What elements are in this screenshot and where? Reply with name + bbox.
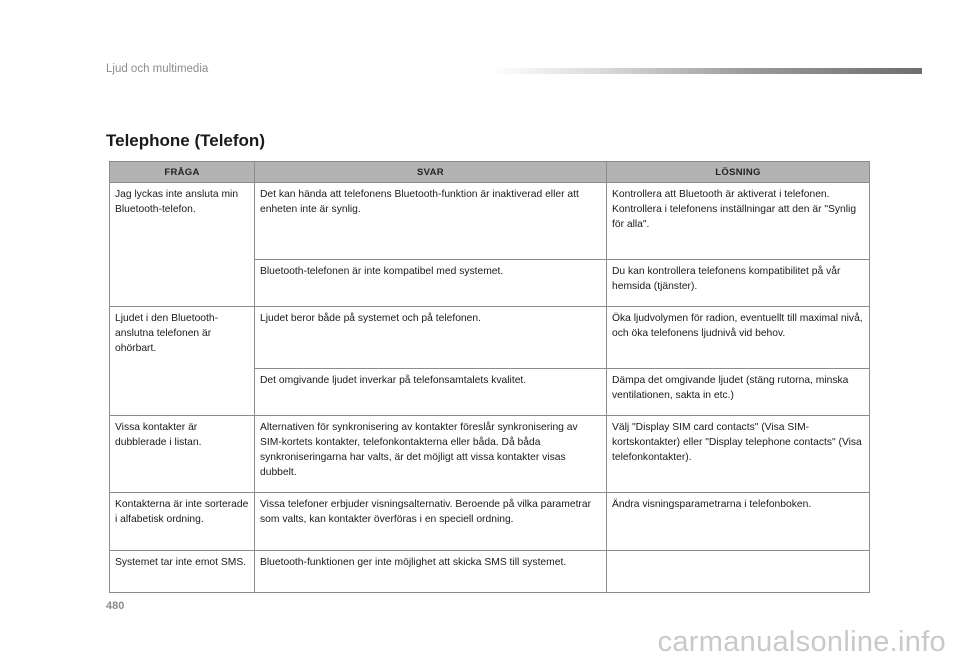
header-gradient-bar <box>490 68 922 74</box>
answer-cell: Det omgivande ljudet inverkar på telefonsamtalets kvalitet. <box>255 369 607 416</box>
question-cell: Vissa kontakter är dubblerade i listan. <box>110 416 255 493</box>
column-header-answer: SVAR <box>255 162 607 183</box>
question-cell: Jag lyckas inte ansluta min Bluetooth-telefon. <box>110 183 255 307</box>
table-row <box>110 416 870 493</box>
answer-cell: Det kan hända att telefonens Bluetooth-funktion är inaktiverad eller att enheten inte är synlig. <box>255 183 607 260</box>
answer-cell: Alternativen för synkronisering av kontakter föreslår synkronisering av SIM-kortets kontakter, telefonkontakterna eller båda. Då båda synkroniseringarna har valts, är det möjligt att vissa kontakter visas dubbelt. <box>255 416 607 493</box>
solution-cell: Du kan kontrollera telefonens kompatibilitet på vår hemsida (tjänster). <box>607 260 870 307</box>
page-number: 480 <box>106 600 125 612</box>
table-header-row <box>110 162 870 183</box>
solution-cell: Ändra visningsparametrarna i telefonboken. <box>607 493 870 551</box>
column-header-solution: LÖSNING <box>607 162 870 183</box>
answer-cell: Ljudet beror både på systemet och på telefonen. <box>255 307 607 369</box>
table-row <box>110 183 870 260</box>
section-header-title: Ljud och multimedia <box>106 63 209 75</box>
solution-cell: Dämpa det omgivande ljudet (stäng rutorna, minska ventilationen, sakta in etc.) <box>607 369 870 416</box>
solution-cell: Välj "Display SIM card contacts" (Visa SIM-kortskontakter) eller "Display telephone contacts" (Visa telefonkontakter). <box>607 416 870 493</box>
solution-cell: Kontrollera att Bluetooth är aktiverat i telefonen. Kontrollera i telefonens inställningar att den är "Synlig för alla". <box>607 183 870 260</box>
question-cell: Kontakterna är inte sorterade i alfabetisk ordning. <box>110 493 255 551</box>
solution-cell <box>607 551 870 593</box>
column-header-question: FRÅGA <box>110 162 255 183</box>
troubleshooting-table <box>109 161 870 593</box>
table-row <box>110 493 870 551</box>
solution-cell: Öka ljudvolymen för radion, eventuellt till maximal nivå, och öka telefonens ljudnivå vid behov. <box>607 307 870 369</box>
answer-cell: Bluetooth-telefonen är inte kompatibel med systemet. <box>255 260 607 307</box>
question-cell: Systemet tar inte emot SMS. <box>110 551 255 593</box>
page-title: Telephone (Telefon) <box>106 131 265 150</box>
table-row <box>110 551 870 593</box>
answer-cell: Vissa telefoner erbjuder visningsalternativ. Beroende på vilka parametrar som valts, kan kontakter överföras i en speciell ordning. <box>255 493 607 551</box>
table-row <box>110 307 870 369</box>
watermark-text: carmanualsonline.info <box>657 626 946 658</box>
answer-cell: Bluetooth-funktionen ger inte möjlighet att skicka SMS till systemet. <box>255 551 607 593</box>
question-cell: Ljudet i den Bluetooth-anslutna telefonen är ohörbart. <box>110 307 255 416</box>
